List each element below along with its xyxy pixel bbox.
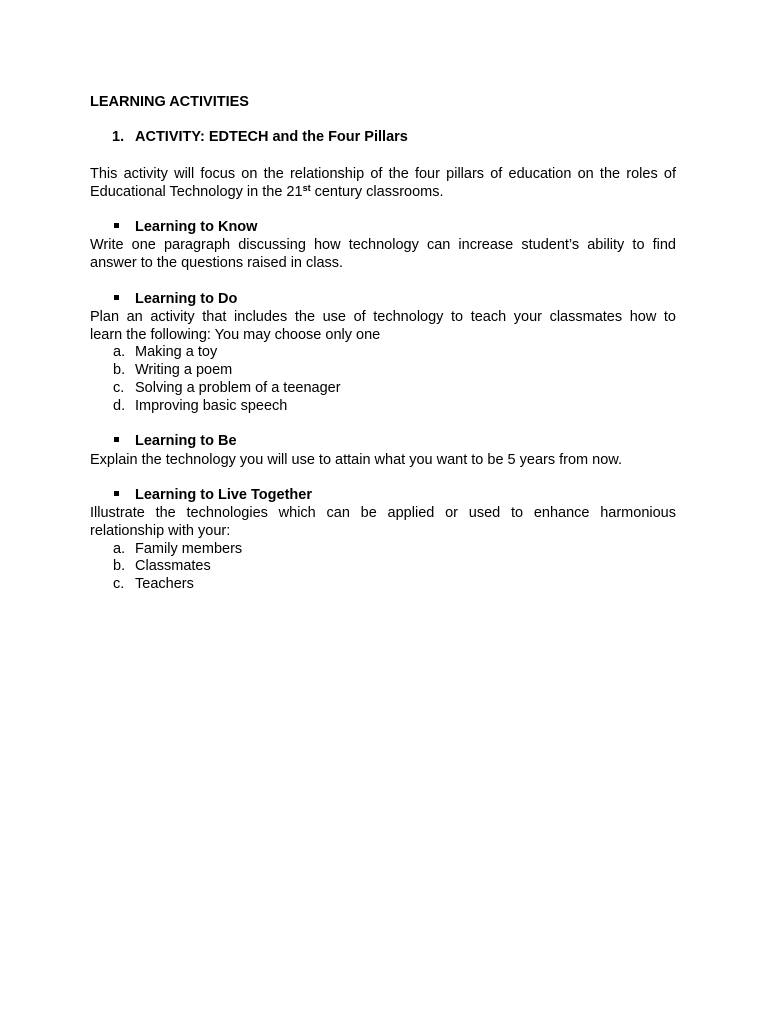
intro-superscript: st	[302, 183, 311, 193]
list-marker: b.	[113, 558, 126, 574]
pillar-know-line-1: Write one paragraph discussing how technology can increase student’s ability to find	[90, 237, 676, 253]
pillar-title-live-together: Learning to Live Together	[135, 487, 312, 503]
pillar-live-line-2: relationship with your:	[90, 523, 231, 539]
bullet-icon	[114, 437, 119, 442]
pillar-do-line-2: learn the following: You may choose only one	[90, 327, 381, 343]
list-item: Classmates	[135, 558, 211, 574]
bullet-icon	[114, 223, 119, 228]
pillar-title-know: Learning to Know	[135, 219, 258, 235]
pillar-know-line-2: answer to the questions raised in class.	[90, 255, 344, 271]
list-item: Teachers	[135, 576, 194, 592]
intro-line-2-end: century classrooms.	[310, 184, 444, 200]
pillar-live-line-1: Illustrate the technologies which can be applied or used to enhance harmonious	[90, 505, 676, 521]
list-item: Solving a problem of a teenager	[135, 380, 341, 396]
list-item: Improving basic speech	[135, 398, 288, 414]
activity-number: 1.	[112, 129, 125, 145]
pillar-title-be: Learning to Be	[135, 433, 237, 449]
intro-line-2	[90, 183, 444, 201]
list-item: Family members	[135, 541, 243, 557]
activity-title: ACTIVITY: EDTECH and the Four Pillars	[135, 129, 408, 145]
list-marker: c.	[113, 576, 125, 592]
section-heading: LEARNING ACTIVITIES	[90, 94, 249, 110]
bullet-icon	[114, 491, 119, 496]
list-marker: c.	[113, 380, 125, 396]
pillar-be-line-1: Explain the technology you will use to attain what you want to be 5 years from now.	[90, 452, 622, 468]
list-marker: d.	[113, 398, 126, 414]
list-marker: b.	[113, 362, 126, 378]
bullet-icon	[114, 295, 119, 300]
list-marker: a.	[113, 344, 126, 360]
intro-line-2-text: Educational Technology in the 21	[90, 184, 303, 200]
list-marker: a.	[113, 541, 126, 557]
intro-line-1: This activity will focus on the relationship of the four pillars of education on the roles of	[90, 166, 676, 182]
pillar-title-do: Learning to Do	[135, 291, 238, 307]
list-item: Writing a poem	[135, 362, 233, 378]
pillar-do-line-1: Plan an activity that includes the use of technology to teach your classmates how to	[90, 309, 676, 325]
list-item: Making a toy	[135, 344, 218, 360]
